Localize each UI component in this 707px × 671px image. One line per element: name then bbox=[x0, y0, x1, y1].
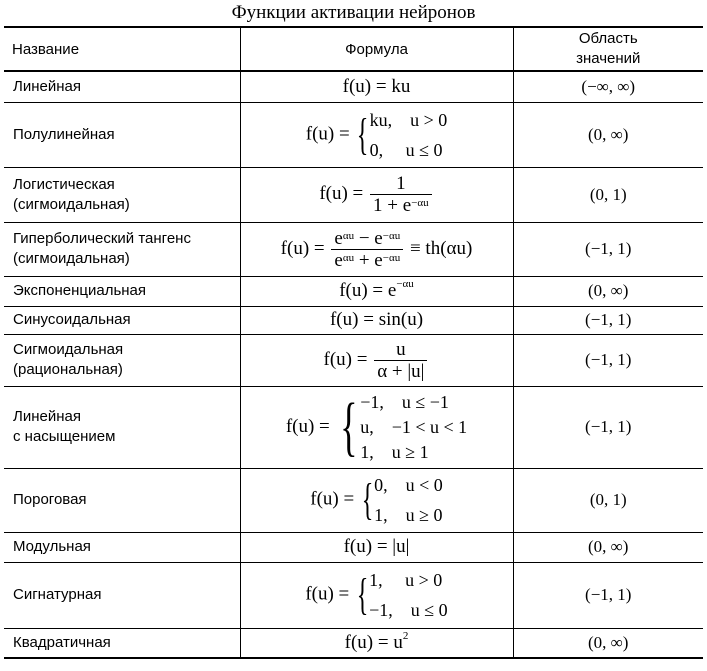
row-range: (0, ∞) bbox=[513, 276, 703, 306]
row-formula: f(u) = { 1, u > 0 −1, u ≤ 0 bbox=[240, 562, 513, 628]
row-name: Модульная bbox=[4, 532, 240, 562]
row-name: Пороговая bbox=[4, 468, 240, 532]
row-formula: f(u) = sin(u) bbox=[240, 306, 513, 334]
table-header-row bbox=[4, 27, 703, 71]
row-range: (0, ∞) bbox=[513, 532, 703, 562]
row-name: Сигнатурная bbox=[4, 562, 240, 628]
activation-functions-table bbox=[4, 26, 703, 659]
row-range: (−1, 1) bbox=[513, 562, 703, 628]
row-name: Логистическая (сигмоидальная) bbox=[4, 167, 240, 222]
row-formula: f(u) = { −1, u ≤ −1 u, −1 < u < 1 1, u ≥ 1 bbox=[240, 386, 513, 468]
row-formula: f(u) = $\frac{1}{1 + e^{-\alpha u}}$ bbox=[240, 167, 513, 222]
table-row bbox=[4, 222, 703, 276]
document-title: Функции активации нейронов bbox=[231, 2, 476, 23]
row-name: Экспоненциальная bbox=[4, 276, 240, 306]
row-formula: $f(u) = u^2$ bbox=[240, 628, 513, 658]
row-formula: f(u) = $\frac{u}{\alpha + |u|}$ bbox=[240, 334, 513, 386]
table-row bbox=[4, 102, 703, 167]
row-formula: f(u) = $\frac{e^{\alpha u} - e^{-\alpha u}}{e^{\alpha u} + e^{-\alpha u}}$ ≡ th(αu) bbox=[240, 222, 513, 276]
header-range-line1: Область bbox=[578, 30, 638, 47]
table-row bbox=[4, 562, 703, 628]
table-row bbox=[4, 386, 703, 468]
header-range bbox=[513, 27, 703, 71]
table-row bbox=[4, 71, 703, 102]
row-name: Гиперболический тангенс (сигмоидальная) bbox=[4, 222, 240, 276]
table-row bbox=[4, 306, 703, 334]
row-name: Линейная с насыщением bbox=[4, 386, 240, 468]
row-formula: $f(u) = e^{-\alpha u}$ bbox=[240, 276, 513, 306]
row-range: (−1, 1) bbox=[513, 386, 703, 468]
header-name: Название bbox=[4, 27, 240, 71]
row-name: Линейная bbox=[4, 71, 240, 102]
row-formula: f(u) = { ku, u > 0 0, u ≤ 0 bbox=[240, 102, 513, 167]
header-formula: Формула bbox=[240, 27, 513, 71]
row-name: Сигмоидальная (рациональная) bbox=[4, 334, 240, 386]
table-row bbox=[4, 468, 703, 532]
row-range: (0, 1) bbox=[513, 468, 703, 532]
row-name: Квадратичная bbox=[4, 628, 240, 658]
row-range: (−1, 1) bbox=[513, 306, 703, 334]
table-row bbox=[4, 334, 703, 386]
table-row bbox=[4, 276, 703, 306]
row-range: (0, ∞) bbox=[513, 102, 703, 167]
row-formula: f(u) = |u| bbox=[240, 532, 513, 562]
row-range: (−1, 1) bbox=[513, 334, 703, 386]
row-formula: f(u) = ku bbox=[240, 71, 513, 102]
row-range: (0, ∞) bbox=[513, 628, 703, 658]
table-row bbox=[4, 628, 703, 658]
header-range-line2: значений bbox=[576, 50, 641, 67]
row-name: Синусоидальная bbox=[4, 306, 240, 334]
row-range: (−1, 1) bbox=[513, 222, 703, 276]
row-range: (−∞, ∞) bbox=[513, 71, 703, 102]
table-row bbox=[4, 532, 703, 562]
row-name: Полулинейная bbox=[4, 102, 240, 167]
row-formula: f(u) = { 0, u < 0 1, u ≥ 0 bbox=[240, 468, 513, 532]
table-row bbox=[4, 167, 703, 222]
row-range: (0, 1) bbox=[513, 167, 703, 222]
